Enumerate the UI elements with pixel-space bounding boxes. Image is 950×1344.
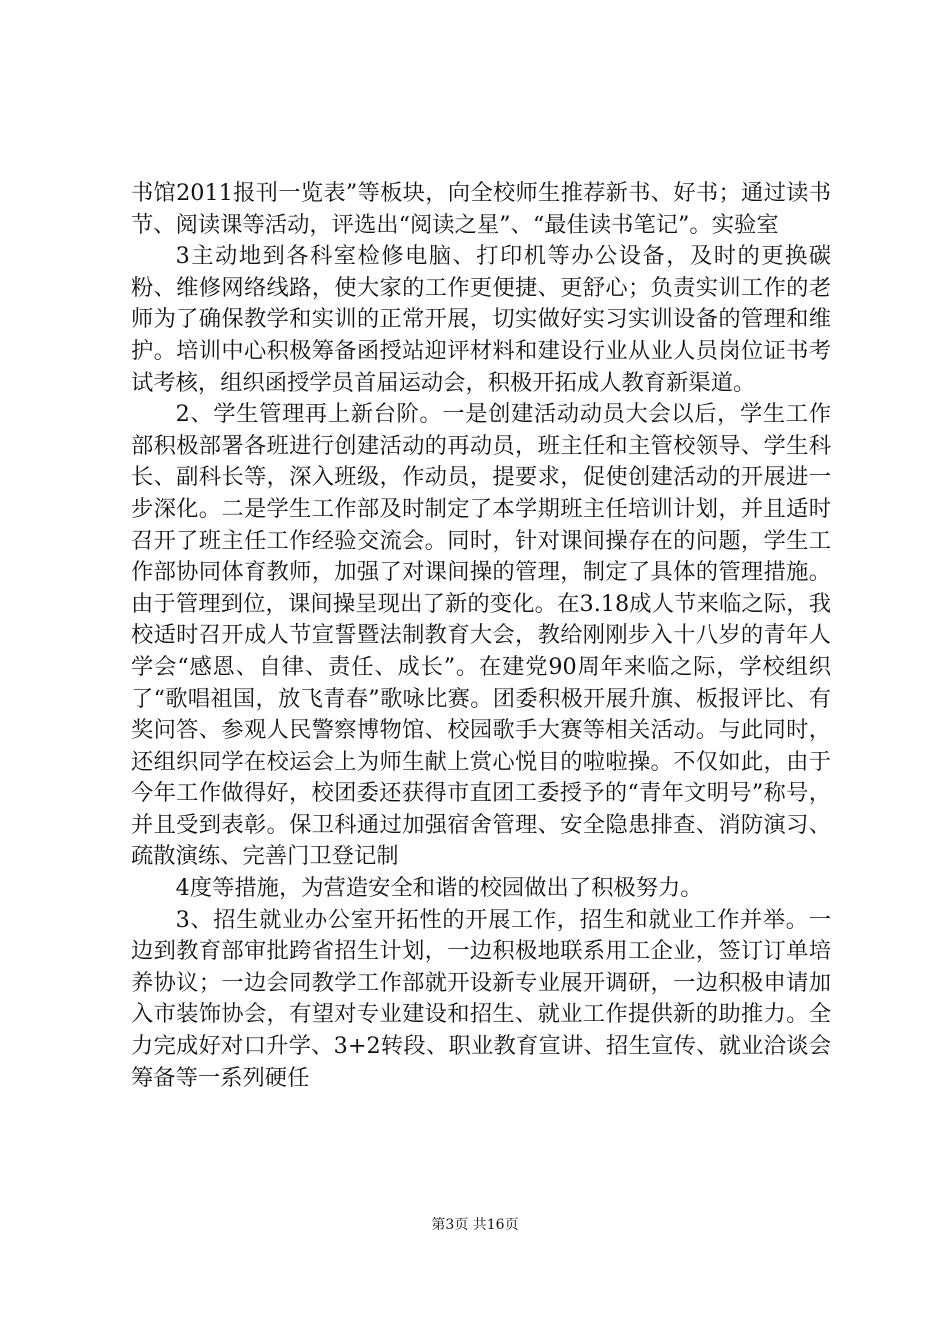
page-number-label: 第3页 共16页 [431,1217,519,1233]
paragraph-1: 书馆2011报刊一览表”等板块，向全校师生推荐新书、好书；通过读书节、阅读课等活动，评选出“阅读之星”、“最佳读书笔记”。实验室 [131,180,831,238]
paragraph-2: 3主动地到各科室检修电脑、打印机等办公设备，及时的更换碳粉、维修网络线路，使大家的工作更便捷、更舒心；负责实训工作的老师为了确保教学和实训的正常开展，切实做好实习实训设备的管理和维护。培训中心积极筹备函授站迎评材料和建设行业从业人员岗位证书考试考核，组织函授学员首届运动会，积极开拓成人教育新渠道。 [131,243,831,396]
paragraph-3: 2、学生管理再上新台阶。一是创建活动动员大会以后，学生工作部积极部署各班进行创建活动的再动员，班主任和主管校领导、学生科长、副科长等，深入班级，作动员，提要求，促使创建活动的开展进一步深化。二是学生工作部及时制定了本学期班主任培训计划，并且适时召开了班主任工作经验交流会。同时，针对课间操存在的问题，学生工作部协同体育教师，加强了对课间操的管理，制定了具体的管理措施。由于管理到位，课间操呈现出了新的变化。在3.18成人节来临之际，我校适时召开成人节宣誓暨法制教育大会，教给刚刚步入十八岁的青年人学会“感恩、自律、责任、成长”。在建党90周年来临之际，学校组织了“歌唱祖国，放飞青春”歌咏比赛。团委积极开展升旗、板报评比、有奖问答、参观人民警察博物馆、校园歌手大赛等相关活动。与此同时，还组织同学在校运会上为师生献上赏心悦目的啦啦操。不仅如此，由于今年工作做得好，校团委还获得市直团工委授予的“青年文明号”称号，并且受到表彰。保卫科通过加强宿舍管理、安全隐患排查、消防演习、疏散演练、完善门卫登记制 [131,401,831,870]
paragraph-5: 3、招生就业办公室开拓性的开展工作，招生和就业工作并举。一边到教育部审批跨省招生计划，一边积极地联系用工企业，签订订单培养协议；一边会同教学工作部就开设新专业展开调研，一边积极申请加入市装饰协会，有望对专业建设和招生、就业工作提供新的助推力。全力完成好对口升学、3+2转段、职业教育宣讲、招生宣传、就业洽谈会筹备等一系列硬任 [131,906,831,1091]
paragraph-4: 4度等措施，为营造安全和谐的校园做出了积极努力。 [175,875,703,902]
document-body [131,178,831,1094]
page-footer [0,1216,950,1234]
